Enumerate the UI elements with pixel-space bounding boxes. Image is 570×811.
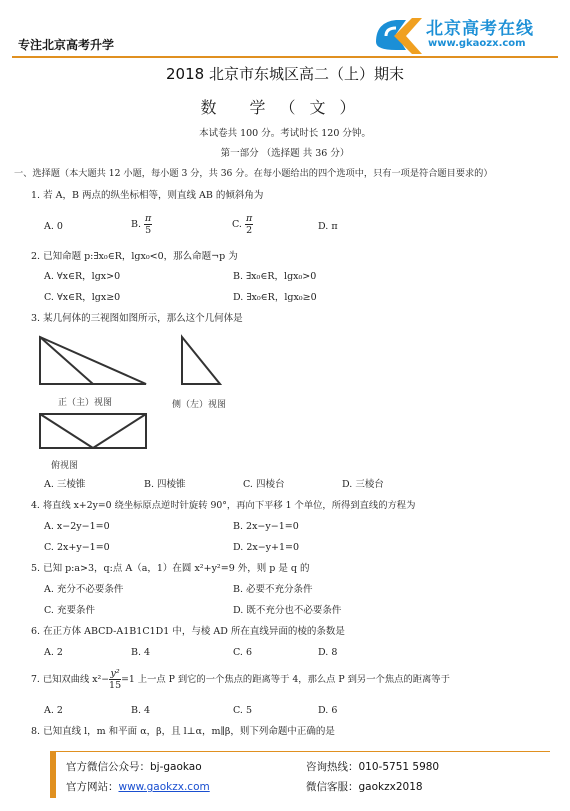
q1-stem: 1. 若 A，B 两点的纵坐标相等，则直线 AB 的倾斜角为 — [31, 190, 264, 201]
header-tagline: 专注北京高考升学 — [18, 38, 115, 52]
q6-option-c: C. 6 — [233, 647, 253, 658]
footer-service: 微信客服：gaokzx2018 — [306, 781, 423, 793]
q6-stem: 6. 在正方体 ABCD-A1B1C1D1 中，与棱 AD 所在直线异面的棱的条数是 — [31, 626, 345, 637]
side-view-label: 侧（左）视图 — [172, 400, 227, 410]
q6-option-a: A. 2 — [44, 647, 63, 658]
q3-option-a: A. 三棱锥 — [44, 479, 86, 490]
q2-option-a: A. ∀x∈R，lgx>0 — [44, 271, 121, 282]
q4-option-b: B. 2x−y−1=0 — [233, 521, 299, 532]
q5-option-c: C. 充要条件 — [44, 605, 95, 616]
footer-hotline: 咨询热线：010-5751 5980 — [306, 761, 440, 773]
q3-option-b: B. 四棱锥 — [144, 479, 186, 490]
q2-stem: 2. 已知命题 p:∃x₀∈R，lgx₀<0，那么命题¬p 为 — [31, 251, 238, 262]
q1-option-a: A. 0 — [44, 221, 63, 232]
footer-wechat: 官方微信公众号：bj-gaokao — [66, 761, 202, 773]
q5-option-b: B. 必要不充分条件 — [233, 584, 313, 595]
q3-stem: 3. 某几何体的三视图如图所示，那么这个几何体是 — [31, 313, 243, 324]
footer-divider — [50, 751, 550, 752]
q6-option-d: D. 8 — [318, 647, 338, 658]
q7-option-c: C. 5 — [233, 705, 253, 716]
exam-subject: 数 学（文） — [200, 98, 370, 117]
q8-stem: 8. 已知直线 l，m 和平面 α，β，且 l⊥α，m∥β，则下列命题中正确的是 — [31, 726, 335, 737]
side-view-figure — [180, 334, 224, 390]
q5-option-a: A. 充分不必要条件 — [44, 584, 124, 595]
section-heading: 一、选择题（本大题共 12 小题，每小题 3 分，共 36 分。在每小题给出的四个选项中，只有一项是符合题目要求的） — [14, 168, 493, 179]
footer-site-link[interactable]: www.gaokzx.com — [118, 781, 210, 793]
q4-option-c: C. 2x+y−1=0 — [44, 542, 110, 553]
q5-stem: 5. 已知 p:a>3，q:点 A（a，1）在圆 x²+y²=9 外，则 p 是 q 的 — [31, 563, 310, 574]
q3-option-d: D. 三棱台 — [342, 479, 384, 490]
q4-option-d: D. 2x−y+1=0 — [233, 542, 300, 553]
header-divider — [12, 56, 558, 58]
logo-url[interactable]: www.gkaozx.com — [428, 38, 526, 49]
top-view-figure — [38, 412, 150, 452]
q7-option-d: D. 6 — [318, 705, 338, 716]
logo-name: 北京高考在线 — [426, 19, 534, 39]
q2-option-d: D. ∃x₀∈R，lgx₀≥0 — [233, 292, 317, 303]
part-heading: 第一部分 （选择题 共 36 分） — [220, 148, 350, 159]
exam-title: 2018 北京市东城区高二（上）期末 — [166, 65, 404, 83]
top-view-label: 俯视图 — [51, 461, 79, 471]
front-view-figure — [38, 334, 150, 390]
q1-option-d: D. π — [318, 221, 338, 232]
front-view-label: 正（主）视图 — [58, 398, 113, 408]
q5-option-d: D. 既不充分也不必要条件 — [233, 605, 342, 616]
q6-option-b: B. 4 — [131, 647, 151, 658]
footer-site: 官方网站：www.gaokzx.com — [66, 781, 210, 793]
q4-option-a: A. x−2y−1=0 — [44, 521, 110, 532]
q7-option-a: A. 2 — [44, 705, 63, 716]
footer-accent-bar — [50, 752, 56, 798]
q1-option-c: C. $\frac{\pi}{2}$ — [232, 213, 253, 236]
q3-option-c: C. 四棱台 — [243, 479, 285, 490]
q2-option-c: C. ∀x∈R，lgx≥0 — [44, 292, 121, 303]
q7-option-b: B. 4 — [131, 705, 151, 716]
q4-stem: 4. 将直线 x+2y=0 绕坐标原点逆时针旋转 90°，再向下平移 1 个单位，所得到直线的方程为 — [31, 500, 416, 511]
q7-stem: 7. 已知双曲线 x²− $\frac{\text{y²}}{15}$ =1 上一点 P 到它的一个焦点的距离等于 4，那么点 P 到另一个焦点的距离等于 — [31, 668, 450, 691]
q2-option-b: B. ∃x₀∈R，lgx₀>0 — [233, 271, 317, 282]
q1-option-b: B. $\frac{\pi}{5}$ — [131, 213, 152, 236]
exam-info: 本试卷共 100 分。考试时长 120 分钟。 — [199, 128, 371, 139]
